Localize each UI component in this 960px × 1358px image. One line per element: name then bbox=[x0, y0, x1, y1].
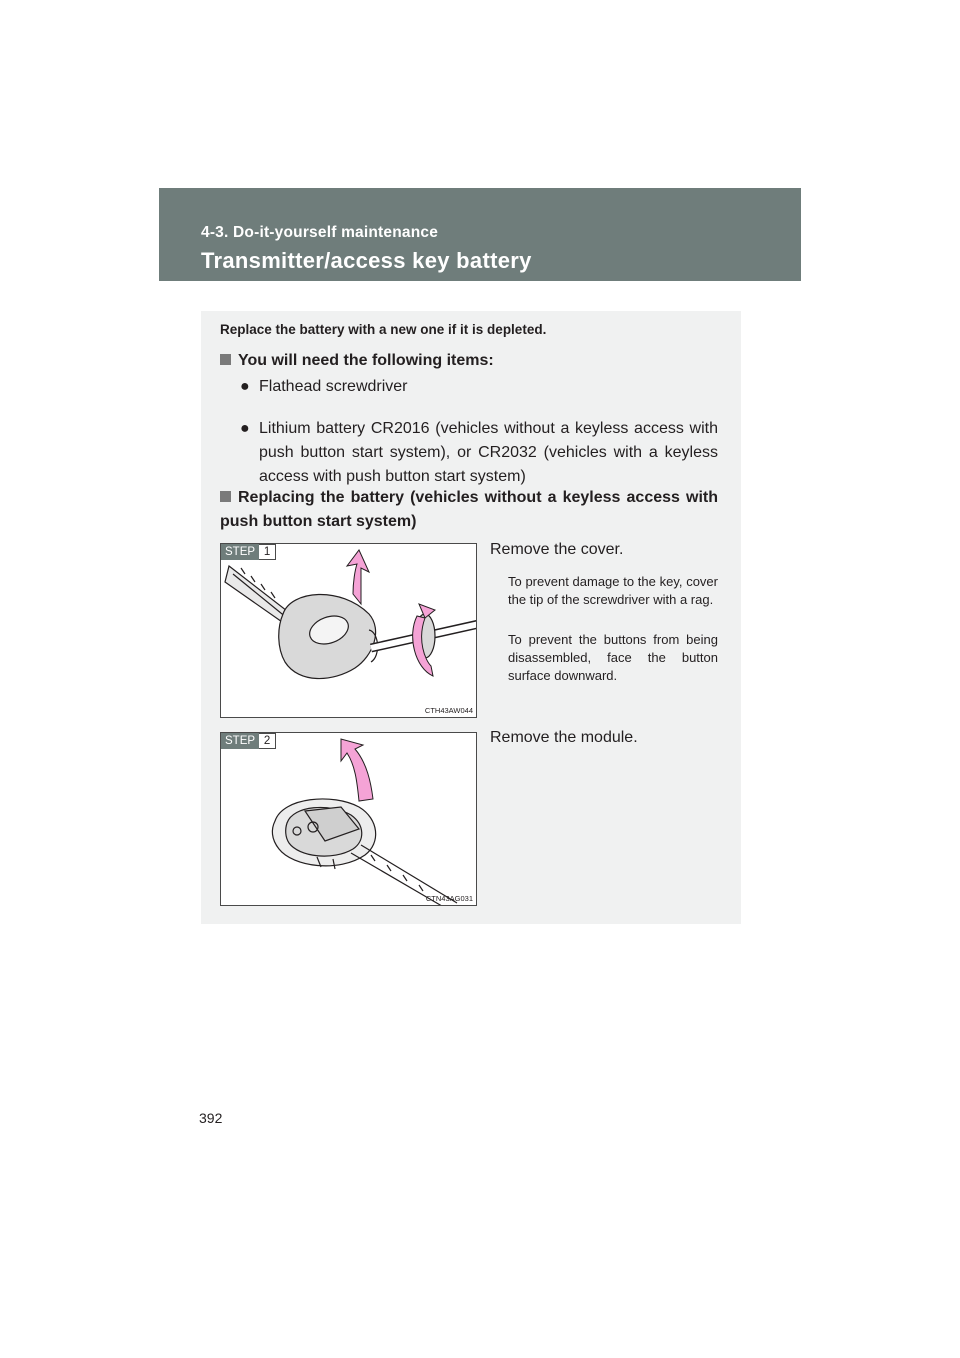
square-bullet-icon bbox=[220, 354, 231, 365]
step-word: STEP bbox=[221, 544, 259, 560]
content-box bbox=[201, 311, 741, 924]
step-number: 2 bbox=[259, 733, 276, 749]
replace-heading-text: Replacing the battery (vehicles without a keyless access with push button start system) bbox=[220, 489, 718, 530]
key-cover-removal-illustration-icon bbox=[221, 544, 476, 717]
bullet-dot-icon: ● bbox=[240, 420, 250, 437]
chapter-header bbox=[159, 188, 801, 281]
section-label: 4-3. Do-it-yourself maintenance bbox=[201, 224, 439, 241]
step-word: STEP bbox=[221, 733, 259, 749]
step-1-title: Remove the cover. bbox=[490, 541, 624, 558]
replace-heading bbox=[220, 486, 718, 534]
intro-text: Replace the battery with a new one if it is depleted. bbox=[220, 322, 547, 337]
step-1-note: To prevent the buttons from being disassembled, face the button surface downward. bbox=[508, 632, 718, 683]
items-heading bbox=[220, 349, 494, 373]
step-number: 1 bbox=[259, 544, 276, 560]
figure-code: CTH43AW044 bbox=[424, 706, 473, 715]
items-heading-text: You will need the following items: bbox=[238, 352, 494, 369]
bullet-dot-icon: ● bbox=[240, 378, 250, 395]
list-item-text: Flathead screwdriver bbox=[259, 378, 408, 395]
list-item bbox=[240, 417, 718, 489]
list-item-text: Lithium battery CR2016 (vehicles without a keyless access with push button start system), or CR2032 (vehicles with a keyless access with push button start system) bbox=[259, 420, 718, 485]
step-1-figure bbox=[220, 543, 477, 718]
step-2-figure bbox=[220, 732, 477, 906]
list-item bbox=[240, 375, 718, 399]
key-module-removal-illustration-icon bbox=[221, 733, 476, 905]
figure-code: CTN43AG031 bbox=[425, 894, 473, 903]
step-1-note: To prevent damage to the key, cover the tip of the screwdriver with a rag. bbox=[508, 574, 718, 607]
square-bullet-icon bbox=[220, 491, 231, 502]
page-number: 392 bbox=[199, 1110, 223, 1126]
page-title: Transmitter/access key battery bbox=[201, 248, 532, 273]
step-2-title: Remove the module. bbox=[490, 729, 638, 746]
